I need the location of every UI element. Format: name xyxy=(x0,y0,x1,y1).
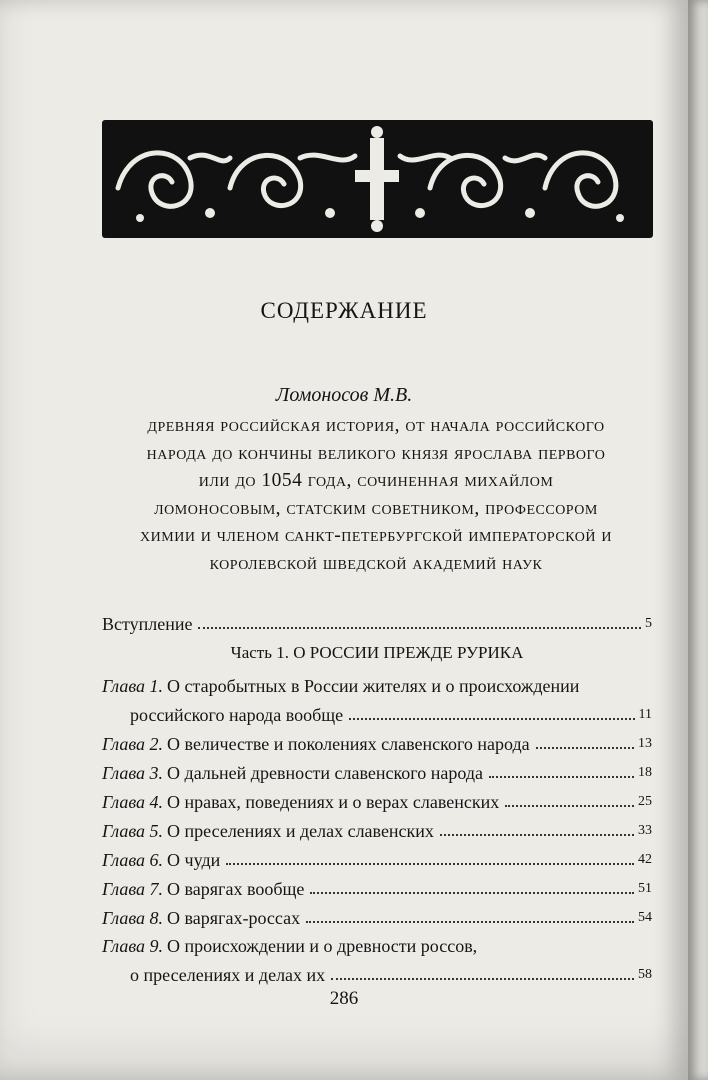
toc-entry-continuation[interactable] xyxy=(102,697,652,726)
toc-entry[interactable] xyxy=(102,813,652,842)
toc-entry-title: О чуди xyxy=(167,850,221,870)
toc-page-number: 11 xyxy=(638,707,652,722)
toc-entry[interactable] xyxy=(102,842,652,871)
chapter-number: Глава 7. xyxy=(102,879,164,899)
toc-entry-title: О происхождении и о древности россов, xyxy=(167,936,478,956)
toc-entry-title: О варягах вообще xyxy=(167,879,305,899)
toc-entry-title: Вступление xyxy=(102,614,193,634)
toc-page-number: 33 xyxy=(638,823,652,838)
dot-leader xyxy=(505,805,634,807)
toc-page-number: 13 xyxy=(638,736,652,751)
author-name: Ломоносов М.В. xyxy=(275,384,413,406)
dot-leader xyxy=(536,747,634,749)
toc-entry-title-cont: российского народа вообще xyxy=(130,705,344,725)
toc-entry-intro[interactable] xyxy=(102,606,652,635)
contents-heading: СОДЕРЖАНИЕ xyxy=(260,298,428,323)
chapter-number: Глава 2. xyxy=(102,734,164,754)
toc-page-number: 5 xyxy=(645,616,652,631)
dot-leader xyxy=(226,863,634,865)
toc-entry-title-cont: о преселениях и делах их xyxy=(130,965,326,985)
toc-entry-title: О дальней древности славенского народа xyxy=(167,763,483,783)
toc-entry-continuation[interactable] xyxy=(102,957,652,986)
chapter-number: Глава 4. xyxy=(102,792,164,812)
chapter-number: Глава 3. xyxy=(102,763,164,783)
toc-entry-title: О величестве и поколениях славенского народа xyxy=(167,734,530,754)
toc-page-number: 54 xyxy=(638,910,652,925)
toc-entry[interactable] xyxy=(102,929,652,957)
dot-leader xyxy=(331,978,634,980)
toc-entry[interactable] xyxy=(102,784,652,813)
toc-entry-title: О старобытных в России жителях и о происхождении xyxy=(167,676,580,696)
toc-entry[interactable] xyxy=(102,900,652,929)
toc-part-heading: Часть 1. О РОССИИ ПРЕЖДЕ РУРИКА xyxy=(230,643,524,662)
toc-entry[interactable] xyxy=(102,755,652,784)
chapter-number: Глава 8. xyxy=(102,908,164,928)
toc-entry-title: О варягах-россах xyxy=(167,908,301,928)
toc-entry[interactable] xyxy=(102,871,652,900)
dot-leader xyxy=(489,776,634,778)
work-description: древняя российская история, от начала российского народа до кончины великого князя ярослава первого или до 1054 года, сочиненная михайлом ломоносовым, статским советником, профессором химии и членом санкт-петербургской императорской и королевской шведской академий наук xyxy=(140,415,612,574)
toc-page-number: 58 xyxy=(638,967,652,982)
adjacent-page-edge xyxy=(688,0,708,1080)
chapter-number: Глава 5. xyxy=(102,821,164,841)
toc-entry-title: О нравах, поведениях и о верах славенских xyxy=(167,792,500,812)
toc-entry[interactable] xyxy=(102,726,652,755)
chapter-number: Глава 9. xyxy=(102,936,164,956)
table-of-contents xyxy=(102,606,652,986)
page-number: 286 xyxy=(329,988,359,1009)
toc-entry[interactable] xyxy=(102,671,652,697)
ornamental-header-band xyxy=(100,118,655,240)
chapter-number: Глава 1. xyxy=(102,676,164,696)
toc-page-number: 18 xyxy=(638,765,652,780)
toc-page-number: 51 xyxy=(638,881,652,896)
toc-page-number: 42 xyxy=(638,852,652,867)
dot-leader xyxy=(440,834,634,836)
dot-leader xyxy=(198,627,641,629)
toc-page-number: 25 xyxy=(638,794,652,809)
dot-leader xyxy=(349,718,634,720)
dot-leader xyxy=(310,892,634,894)
dot-leader xyxy=(306,921,634,923)
chapter-number: Глава 6. xyxy=(102,850,164,870)
toc-entry-title: О преселениях и делах славенских xyxy=(167,821,434,841)
